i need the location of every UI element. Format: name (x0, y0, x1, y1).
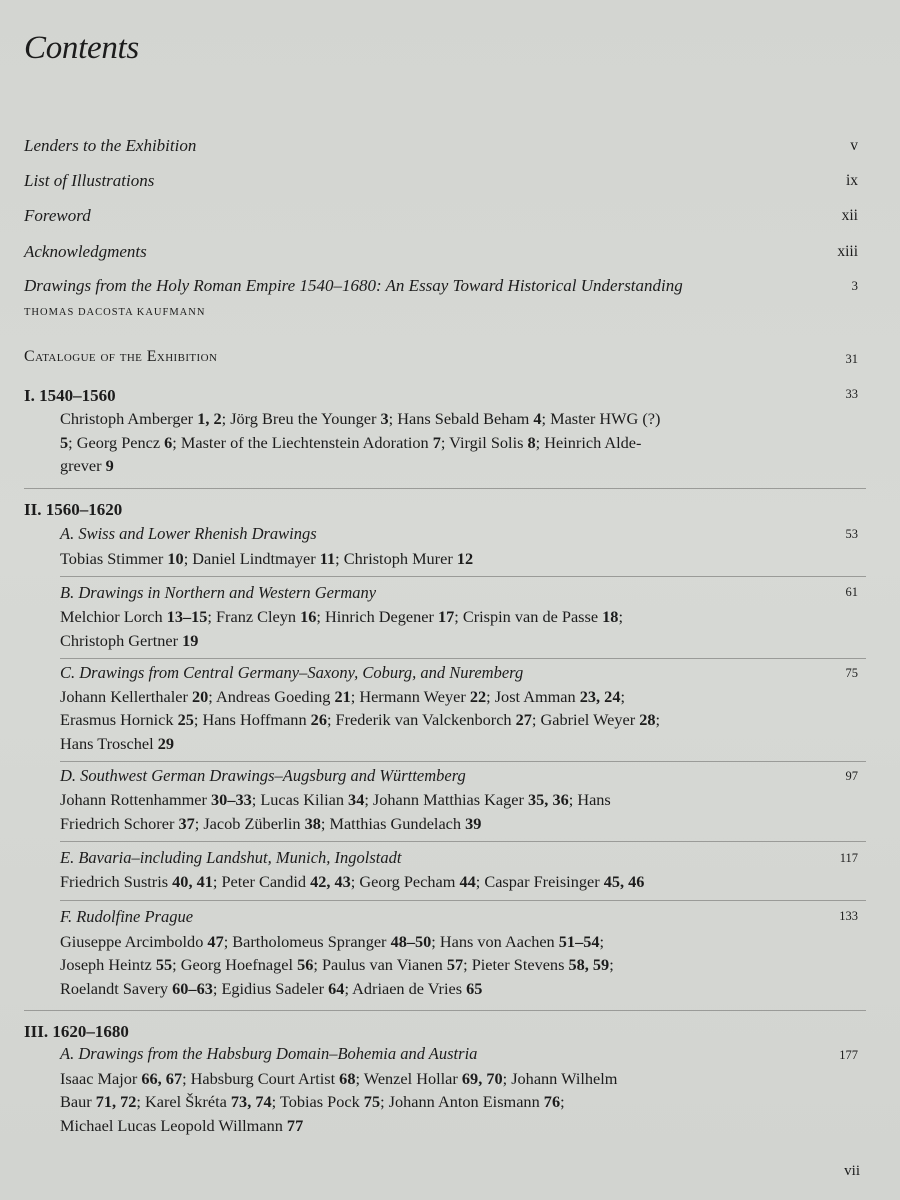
entry-line: Johann Kellerthaler 20; Andreas Goeding 21; Hermann Weyer 22; Jost Amman 23, 24; (60, 687, 625, 706)
catalogue-number: 16 (300, 607, 317, 626)
catalogue-number: 37 (178, 814, 195, 833)
subsection-title-2d: D. Southwest German Drawings–Augsburg and Württemberg (60, 766, 466, 785)
catalogue-number: 47 (207, 932, 224, 951)
catalogue-number: 9 (105, 456, 114, 475)
subsection-title-2b: B. Drawings in Northern and Western Germany (60, 583, 377, 602)
entry-line: Christoph Gertner 19 (60, 631, 199, 650)
section-divider (24, 488, 866, 489)
catalogue-number: 28 (639, 710, 656, 729)
entry-line: Isaac Major 66, 67; Habsburg Court Artist 68; Wenzel Hollar 69, 70; Johann Wilhelm (60, 1069, 618, 1088)
catalogue-number: 48–50 (390, 932, 432, 951)
toc-page-foreword: xii (841, 207, 858, 224)
subsection-divider (60, 576, 866, 577)
toc-entry-essay: Drawings from the Holy Roman Empire 1540–1680: An Essay Toward Historical Understanding (24, 276, 683, 295)
catalogue-heading: Catalogue of the Exhibition (24, 348, 218, 365)
catalogue-number: 51–54 (558, 932, 600, 951)
section-heading-ii: II. 1560–1620 (24, 500, 123, 519)
catalogue-number: 20 (192, 687, 209, 706)
catalogue-number: 8 (527, 433, 536, 452)
catalogue-number: 34 (348, 790, 365, 809)
catalogue-number: 25 (177, 710, 194, 729)
entry-line: Erasmus Hornick 25; Hans Hoffmann 26; Frederik van Valckenborch 27; Gabriel Weyer 28; (60, 710, 661, 729)
entry-line: Michael Lucas Leopold Willmann 77 (60, 1116, 304, 1135)
subsection-title-2a: A. Swiss and Lower Rhenish Drawings (60, 524, 317, 543)
subsection-title-3a: A. Drawings from the Habsburg Domain–Bohemia and Austria (60, 1044, 478, 1063)
subsection-title-2e: E. Bavaria–including Landshut, Munich, Ingolstadt (60, 848, 402, 867)
catalogue-number: 11 (319, 549, 336, 568)
toc-entry-acknowledgments: Acknowledgments (24, 242, 147, 261)
catalogue-number: 5 (60, 433, 69, 452)
section-divider (24, 1010, 866, 1011)
toc-page-essay: 3 (851, 278, 858, 293)
catalogue-number: 21 (334, 687, 351, 706)
subsection-divider (60, 658, 866, 659)
toc-entry-illustrations: List of Illustrations (24, 171, 155, 190)
catalogue-number: 12 (456, 549, 474, 568)
catalogue-number: 77 (286, 1116, 304, 1135)
subsection-page-3a: 177 (839, 1048, 858, 1062)
toc-entry-foreword: Foreword (24, 206, 91, 225)
entry-line: Baur 71, 72; Karel Škréta 73, 74; Tobias Pock 75; Johann Anton Eismann 76; (60, 1092, 565, 1111)
catalogue-number: 7 (432, 433, 441, 452)
catalogue-number: 26 (310, 710, 327, 729)
entry-line: Friedrich Schorer 37; Jacob Züberlin 38; Matthias Gundelach 39 (60, 814, 482, 833)
subsection-divider (60, 841, 866, 842)
subsection-page-2f: 133 (839, 909, 858, 923)
toc-page-lenders: v (850, 137, 858, 154)
catalogue-number: 42, 43 (310, 872, 351, 891)
catalogue-number: 60–63 (172, 979, 213, 998)
catalogue-number: 58, 59 (568, 955, 610, 974)
entry-line: Christoph Amberger 1, 2; Jörg Breu the Younger 3; Hans Sebald Beham 4; Master HWG (?) (60, 409, 661, 428)
catalogue-number: 29 (157, 734, 174, 753)
catalogue-number: 13–15 (166, 607, 208, 626)
entry-line: Roelandt Savery 60–63; Egidius Sadeler 64; Adriaen de Vries 65 (60, 979, 483, 998)
catalogue-number: 73, 74 (230, 1092, 272, 1111)
catalogue-number: 65 (466, 979, 483, 998)
catalogue-number: 39 (465, 814, 482, 833)
essay-author: THOMAS DACOSTA KAUFMANN (24, 307, 206, 318)
catalogue-number: 3 (380, 409, 389, 428)
catalogue-number: 55 (155, 955, 173, 974)
catalogue-number: 66, 67 (141, 1069, 183, 1088)
catalogue-number: 19 (182, 631, 199, 650)
catalogue-number: 40, 41 (172, 872, 213, 891)
catalogue-number: 35, 36 (528, 790, 569, 809)
subsection-page-2d: 97 (845, 769, 858, 783)
entry-line: Joseph Heintz 55; Georg Hoefnagel 56; Paulus van Vianen 57; Pieter Stevens 58, 59; (60, 955, 614, 974)
entry-line: Friedrich Sustris 40, 41; Peter Candid 42, 43; Georg Pecham 44; Caspar Freisinger 45, 46 (60, 872, 645, 891)
subsection-divider (60, 900, 866, 901)
section-heading-iii: III. 1620–1680 (24, 1022, 129, 1041)
catalogue-number: 27 (515, 710, 532, 729)
catalogue-number: 22 (469, 687, 487, 706)
section-heading-i: I. 1540–1560 (24, 386, 116, 405)
subsection-title-2f: F. Rudolfine Prague (60, 907, 194, 926)
entry-line: 5; Georg Pencz 6; Master of the Liechtenstein Adoration 7; Virgil Solis 8; Heinrich Alde- (60, 433, 642, 452)
catalogue-number: 71, 72 (95, 1092, 137, 1111)
toc-entry-lenders: Lenders to the Exhibition (24, 136, 197, 155)
entry-line: Giuseppe Arcimboldo 47; Bartholomeus Spranger 48–50; Hans von Aachen 51–54; (60, 932, 605, 951)
catalogue-number: 75 (363, 1092, 381, 1111)
catalogue-number: 23, 24 (579, 687, 621, 706)
section-page-i: 33 (845, 387, 858, 401)
page-folio: vii (844, 1163, 860, 1179)
subsection-page-2a: 53 (845, 527, 858, 541)
catalogue-number: 6 (164, 433, 173, 452)
entry-line: Hans Troschel 29 (60, 734, 174, 753)
catalogue-number: 1, 2 (197, 409, 222, 428)
subsection-page-2c: 75 (845, 666, 858, 680)
catalogue-page: 31 (845, 352, 858, 366)
catalogue-number: 45, 46 (603, 872, 645, 891)
subsection-page-2e: 117 (839, 851, 858, 865)
catalogue-number: 4 (533, 409, 542, 428)
catalogue-number: 57 (446, 955, 464, 974)
catalogue-number: 17 (438, 607, 455, 626)
catalogue-number: 10 (167, 549, 184, 568)
catalogue-number: 56 (297, 955, 314, 974)
catalogue-number: 76 (543, 1092, 561, 1111)
entry-line: Tobias Stimmer 10; Daniel Lindtmayer 11; Christoph Murer 12 (60, 549, 474, 568)
subsection-title-2c: C. Drawings from Central Germany–Saxony, Coburg, and Nuremberg (60, 663, 524, 682)
page-title: Contents (24, 30, 139, 66)
toc-page-illustrations: ix (845, 172, 858, 189)
entry-line: Johann Rottenhammer 30–33; Lucas Kilian 34; Johann Matthias Kager 35, 36; Hans (60, 790, 611, 809)
catalogue-number: 38 (304, 814, 321, 833)
catalogue-number: 69, 70 (461, 1069, 503, 1088)
catalogue-number: 30–33 (211, 790, 252, 809)
entry-line: grever 9 (60, 456, 114, 475)
catalogue-number: 18 (602, 607, 619, 626)
subsection-page-2b: 61 (845, 585, 858, 599)
catalogue-number: 44 (459, 872, 476, 891)
subsection-divider (60, 761, 866, 762)
entry-line: Melchior Lorch 13–15; Franz Cleyn 16; Hinrich Degener 17; Crispin van de Passe 18; (60, 607, 623, 626)
toc-page-acknowledgments: xiii (837, 243, 858, 260)
catalogue-number: 68 (339, 1069, 356, 1088)
catalogue-number: 64 (328, 979, 345, 998)
